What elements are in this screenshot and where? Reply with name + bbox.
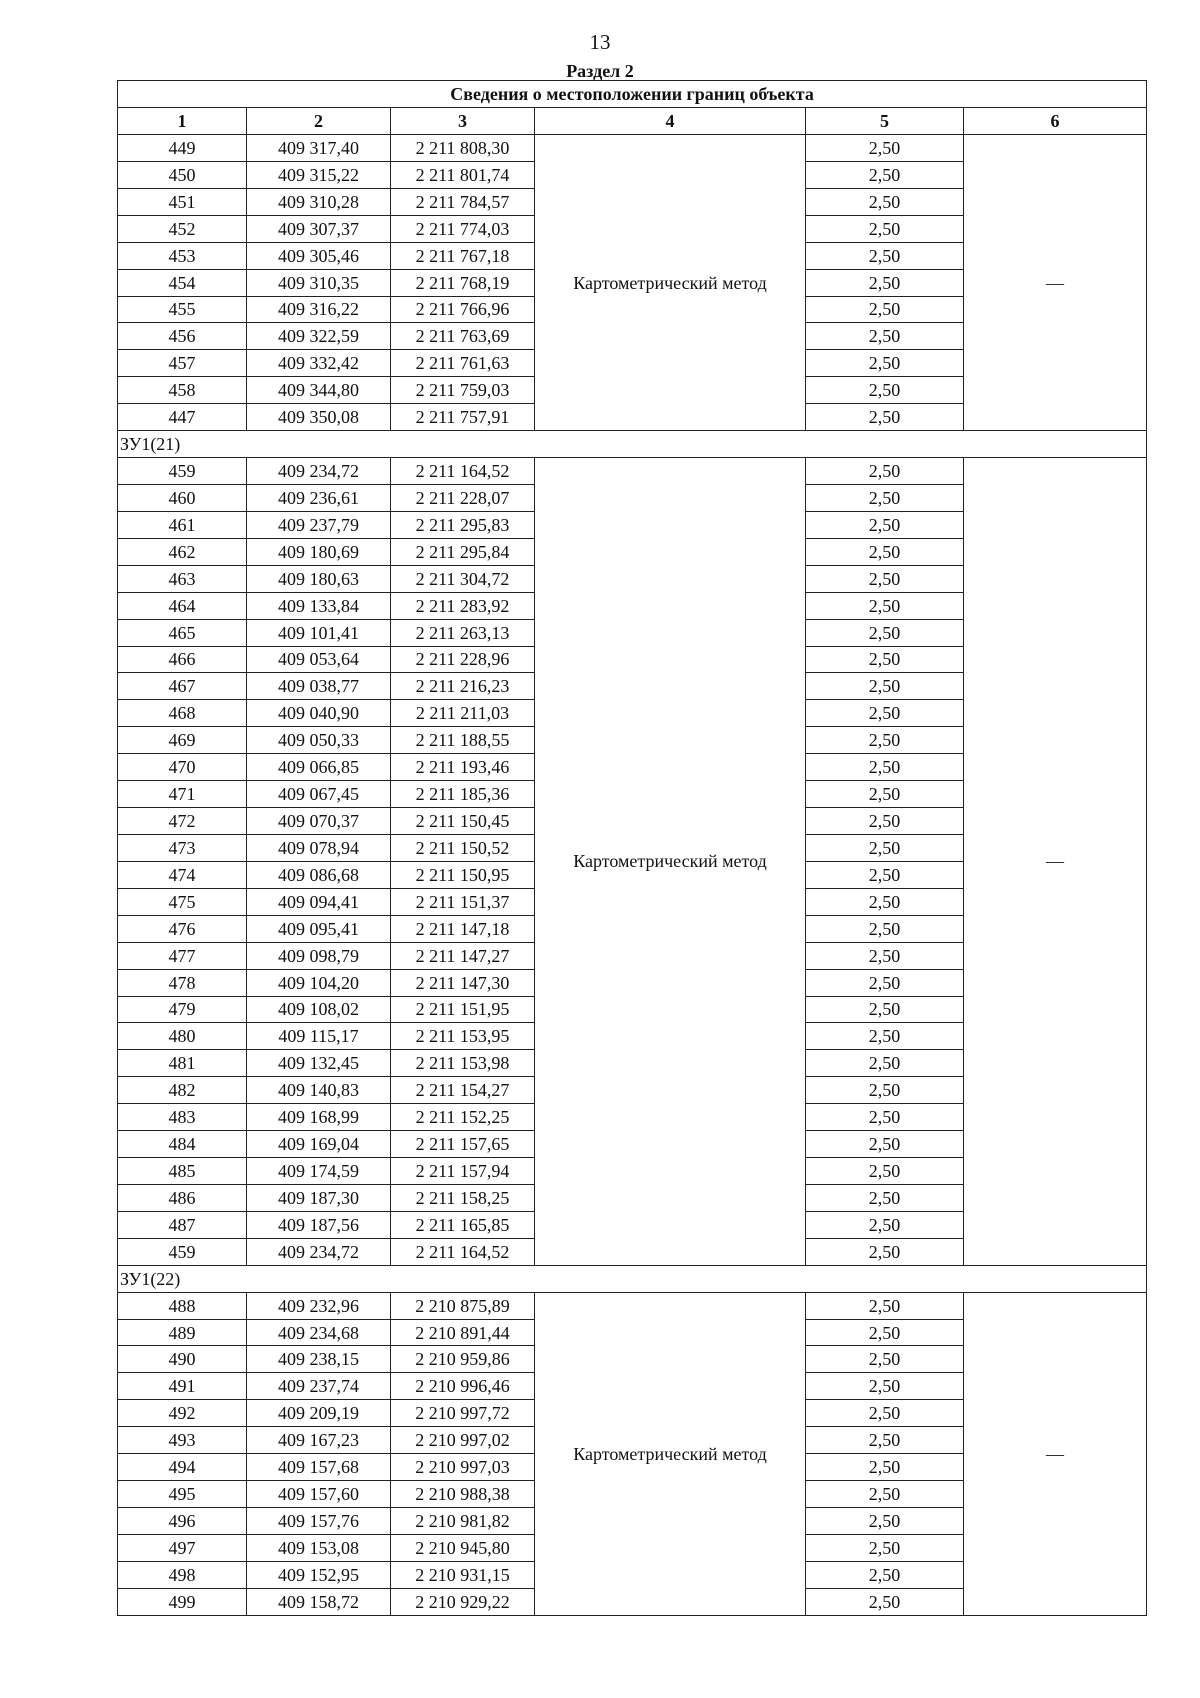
point-number: 455: [118, 296, 247, 323]
coord-x: 409 316,22: [247, 296, 391, 323]
coord-x: 409 157,76: [247, 1508, 391, 1535]
coord-x: 409 157,68: [247, 1454, 391, 1481]
coord-y: 2 211 150,45: [391, 808, 535, 835]
coord-y: 2 211 154,27: [391, 1077, 535, 1104]
precision-value: 2,50: [806, 323, 964, 350]
coord-y: 2 211 295,83: [391, 511, 535, 538]
coord-x: 409 070,37: [247, 808, 391, 835]
coord-x: 409 133,84: [247, 592, 391, 619]
precision-value: 2,50: [806, 915, 964, 942]
point-number: 485: [118, 1158, 247, 1185]
coord-y: 2 211 150,52: [391, 834, 535, 861]
point-number: 482: [118, 1077, 247, 1104]
precision-value: 2,50: [806, 1561, 964, 1588]
point-number: 496: [118, 1508, 247, 1535]
coord-x: 409 234,68: [247, 1319, 391, 1346]
point-number: 492: [118, 1400, 247, 1427]
column-6-cell: —: [964, 458, 1147, 1266]
precision-value: 2,50: [806, 215, 964, 242]
method-cell: Картометрический метод: [535, 1292, 806, 1615]
point-number: 450: [118, 161, 247, 188]
coord-y: 2 211 263,13: [391, 619, 535, 646]
coord-x: 409 234,72: [247, 1238, 391, 1265]
coord-y: 2 211 151,37: [391, 888, 535, 915]
precision-value: 2,50: [806, 781, 964, 808]
coord-y: 2 210 981,82: [391, 1508, 535, 1535]
coord-x: 409 310,28: [247, 188, 391, 215]
point-number: 453: [118, 242, 247, 269]
coord-y: 2 210 996,46: [391, 1373, 535, 1400]
coord-y: 2 211 801,74: [391, 161, 535, 188]
point-number: 468: [118, 700, 247, 727]
coord-x: 409 104,20: [247, 969, 391, 996]
point-number: 471: [118, 781, 247, 808]
coord-x: 409 094,41: [247, 888, 391, 915]
coord-x: 409 350,08: [247, 404, 391, 431]
precision-value: 2,50: [806, 996, 964, 1023]
coord-x: 409 153,08: [247, 1534, 391, 1561]
coord-y: 2 211 766,96: [391, 296, 535, 323]
precision-value: 2,50: [806, 242, 964, 269]
point-number: 469: [118, 727, 247, 754]
point-number: 495: [118, 1481, 247, 1508]
point-number: 499: [118, 1588, 247, 1615]
coord-y: 2 211 157,65: [391, 1131, 535, 1158]
precision-value: 2,50: [806, 1588, 964, 1615]
coord-x: 409 098,79: [247, 942, 391, 969]
coord-y: 2 211 150,95: [391, 861, 535, 888]
point-number: 470: [118, 754, 247, 781]
point-number: 449: [118, 135, 247, 162]
point-number: 497: [118, 1534, 247, 1561]
point-number: 490: [118, 1346, 247, 1373]
coord-y: 2 211 808,30: [391, 135, 535, 162]
precision-value: 2,50: [806, 754, 964, 781]
coord-x: 409 152,95: [247, 1561, 391, 1588]
coord-y: 2 210 891,44: [391, 1319, 535, 1346]
coord-y: 2 211 767,18: [391, 242, 535, 269]
coord-x: 409 095,41: [247, 915, 391, 942]
precision-value: 2,50: [806, 296, 964, 323]
coord-x: 409 234,72: [247, 458, 391, 485]
column-header: 3: [391, 108, 535, 135]
coord-y: 2 211 158,25: [391, 1184, 535, 1211]
precision-value: 2,50: [806, 1158, 964, 1185]
precision-value: 2,50: [806, 484, 964, 511]
group-label: ЗУ1(22): [118, 1265, 1147, 1292]
precision-value: 2,50: [806, 1292, 964, 1319]
point-number: 494: [118, 1454, 247, 1481]
point-number: 476: [118, 915, 247, 942]
coord-x: 409 167,23: [247, 1427, 391, 1454]
precision-value: 2,50: [806, 1050, 964, 1077]
coord-x: 409 168,99: [247, 1104, 391, 1131]
point-number: 483: [118, 1104, 247, 1131]
point-number: 460: [118, 484, 247, 511]
coord-y: 2 211 757,91: [391, 404, 535, 431]
point-number: 474: [118, 861, 247, 888]
point-number: 465: [118, 619, 247, 646]
coord-y: 2 211 784,57: [391, 188, 535, 215]
coord-x: 409 236,61: [247, 484, 391, 511]
coord-x: 409 317,40: [247, 135, 391, 162]
coord-x: 409 237,79: [247, 511, 391, 538]
precision-value: 2,50: [806, 808, 964, 835]
precision-value: 2,50: [806, 700, 964, 727]
precision-value: 2,50: [806, 619, 964, 646]
coord-x: 409 066,85: [247, 754, 391, 781]
point-number: 475: [118, 888, 247, 915]
coord-y: 2 211 283,92: [391, 592, 535, 619]
precision-value: 2,50: [806, 1211, 964, 1238]
point-number: 462: [118, 538, 247, 565]
coord-y: 2 211 147,18: [391, 915, 535, 942]
coord-x: 409 140,83: [247, 1077, 391, 1104]
coord-x: 409 209,19: [247, 1400, 391, 1427]
coord-y: 2 210 997,72: [391, 1400, 535, 1427]
precision-value: 2,50: [806, 888, 964, 915]
group-label: ЗУ1(21): [118, 431, 1147, 458]
boundary-coordinates-table: [117, 80, 1147, 1616]
point-number: 488: [118, 1292, 247, 1319]
coord-x: 409 086,68: [247, 861, 391, 888]
coord-y: 2 211 228,07: [391, 484, 535, 511]
point-number: 493: [118, 1427, 247, 1454]
precision-value: 2,50: [806, 1373, 964, 1400]
coord-x: 409 158,72: [247, 1588, 391, 1615]
precision-value: 2,50: [806, 1346, 964, 1373]
point-number: 478: [118, 969, 247, 996]
point-number: 447: [118, 404, 247, 431]
point-number: 477: [118, 942, 247, 969]
coord-x: 409 238,15: [247, 1346, 391, 1373]
point-number: 467: [118, 673, 247, 700]
precision-value: 2,50: [806, 1454, 964, 1481]
coord-y: 2 211 147,27: [391, 942, 535, 969]
table-row: [118, 458, 1147, 485]
coord-x: 409 108,02: [247, 996, 391, 1023]
precision-value: 2,50: [806, 834, 964, 861]
precision-value: 2,50: [806, 565, 964, 592]
coord-y: 2 211 165,85: [391, 1211, 535, 1238]
point-number: 487: [118, 1211, 247, 1238]
coord-y: 2 211 153,98: [391, 1050, 535, 1077]
coord-x: 409 187,30: [247, 1184, 391, 1211]
precision-value: 2,50: [806, 1077, 964, 1104]
coord-y: 2 211 759,03: [391, 377, 535, 404]
coord-x: 409 101,41: [247, 619, 391, 646]
point-number: 463: [118, 565, 247, 592]
point-number: 466: [118, 646, 247, 673]
page-number: 13: [589, 30, 611, 54]
method-cell: Картометрический метод: [535, 135, 806, 431]
point-number: 458: [118, 377, 247, 404]
section-title: Раздел 2: [566, 61, 634, 81]
table-caption-row: [118, 81, 1147, 108]
coord-x: 409 237,74: [247, 1373, 391, 1400]
precision-value: 2,50: [806, 538, 964, 565]
precision-value: 2,50: [806, 188, 964, 215]
precision-value: 2,50: [806, 1104, 964, 1131]
coord-x: 409 078,94: [247, 834, 391, 861]
precision-value: 2,50: [806, 269, 964, 296]
column-6-cell: —: [964, 1292, 1147, 1615]
precision-value: 2,50: [806, 592, 964, 619]
coord-x: 409 180,69: [247, 538, 391, 565]
precision-value: 2,50: [806, 1023, 964, 1050]
coord-y: 2 211 761,63: [391, 350, 535, 377]
group-label-row: [118, 1265, 1147, 1292]
coord-x: 409 332,42: [247, 350, 391, 377]
coord-y: 2 211 153,95: [391, 1023, 535, 1050]
coord-y: 2 211 193,46: [391, 754, 535, 781]
point-number: 457: [118, 350, 247, 377]
precision-value: 2,50: [806, 1319, 964, 1346]
coord-x: 409 344,80: [247, 377, 391, 404]
point-number: 456: [118, 323, 247, 350]
method-cell: Картометрический метод: [535, 458, 806, 1266]
coord-x: 409 322,59: [247, 323, 391, 350]
coord-x: 409 169,04: [247, 1131, 391, 1158]
coord-y: 2 211 763,69: [391, 323, 535, 350]
column-header: 2: [247, 108, 391, 135]
point-number: 498: [118, 1561, 247, 1588]
precision-value: 2,50: [806, 404, 964, 431]
group-label-row: [118, 431, 1147, 458]
coord-x: 409 067,45: [247, 781, 391, 808]
coord-x: 409 315,22: [247, 161, 391, 188]
coord-y: 2 211 216,23: [391, 673, 535, 700]
point-number: 472: [118, 808, 247, 835]
precision-value: 2,50: [806, 969, 964, 996]
point-number: 459: [118, 1238, 247, 1265]
table-caption: Сведения о местоположении границ объекта: [118, 81, 1147, 108]
coord-y: 2 211 151,95: [391, 996, 535, 1023]
coord-y: 2 211 164,52: [391, 1238, 535, 1265]
coord-y: 2 210 959,86: [391, 1346, 535, 1373]
coord-y: 2 211 157,94: [391, 1158, 535, 1185]
coord-y: 2 211 228,96: [391, 646, 535, 673]
precision-value: 2,50: [806, 511, 964, 538]
precision-value: 2,50: [806, 135, 964, 162]
precision-value: 2,50: [806, 161, 964, 188]
coord-y: 2 210 988,38: [391, 1481, 535, 1508]
precision-value: 2,50: [806, 861, 964, 888]
coord-y: 2 210 945,80: [391, 1534, 535, 1561]
coord-x: 409 040,90: [247, 700, 391, 727]
column-header: 5: [806, 108, 964, 135]
column-6-cell: —: [964, 135, 1147, 431]
coord-y: 2 211 164,52: [391, 458, 535, 485]
table-row: [118, 1292, 1147, 1319]
coord-y: 2 210 875,89: [391, 1292, 535, 1319]
coord-y: 2 210 997,02: [391, 1427, 535, 1454]
coord-y: 2 211 295,84: [391, 538, 535, 565]
point-number: 461: [118, 511, 247, 538]
coord-y: 2 210 931,15: [391, 1561, 535, 1588]
point-number: 489: [118, 1319, 247, 1346]
precision-value: 2,50: [806, 673, 964, 700]
precision-value: 2,50: [806, 350, 964, 377]
precision-value: 2,50: [806, 1238, 964, 1265]
coord-x: 409 187,56: [247, 1211, 391, 1238]
point-number: 473: [118, 834, 247, 861]
precision-value: 2,50: [806, 1184, 964, 1211]
coord-y: 2 211 211,03: [391, 700, 535, 727]
precision-value: 2,50: [806, 1131, 964, 1158]
precision-value: 2,50: [806, 458, 964, 485]
precision-value: 2,50: [806, 1508, 964, 1535]
coord-x: 409 305,46: [247, 242, 391, 269]
coord-x: 409 038,77: [247, 673, 391, 700]
coord-y: 2 211 774,03: [391, 215, 535, 242]
precision-value: 2,50: [806, 646, 964, 673]
point-number: 459: [118, 458, 247, 485]
precision-value: 2,50: [806, 727, 964, 754]
coord-x: 409 132,45: [247, 1050, 391, 1077]
precision-value: 2,50: [806, 1427, 964, 1454]
coord-x: 409 115,17: [247, 1023, 391, 1050]
column-header: 6: [964, 108, 1147, 135]
point-number: 454: [118, 269, 247, 296]
coord-y: 2 210 929,22: [391, 1588, 535, 1615]
point-number: 481: [118, 1050, 247, 1077]
coord-y: 2 211 147,30: [391, 969, 535, 996]
coord-x: 409 307,37: [247, 215, 391, 242]
coord-y: 2 211 304,72: [391, 565, 535, 592]
coord-x: 409 310,35: [247, 269, 391, 296]
precision-value: 2,50: [806, 377, 964, 404]
point-number: 486: [118, 1184, 247, 1211]
precision-value: 2,50: [806, 1481, 964, 1508]
coord-y: 2 211 188,55: [391, 727, 535, 754]
coord-x: 409 174,59: [247, 1158, 391, 1185]
point-number: 484: [118, 1131, 247, 1158]
coord-x: 409 232,96: [247, 1292, 391, 1319]
point-number: 491: [118, 1373, 247, 1400]
coord-y: 2 210 997,03: [391, 1454, 535, 1481]
coord-y: 2 211 185,36: [391, 781, 535, 808]
coord-x: 409 157,60: [247, 1481, 391, 1508]
coord-x: 409 053,64: [247, 646, 391, 673]
point-number: 452: [118, 215, 247, 242]
point-number: 451: [118, 188, 247, 215]
column-header: 1: [118, 108, 247, 135]
coord-y: 2 211 152,25: [391, 1104, 535, 1131]
precision-value: 2,50: [806, 1534, 964, 1561]
column-header: 4: [535, 108, 806, 135]
precision-value: 2,50: [806, 942, 964, 969]
coord-x: 409 050,33: [247, 727, 391, 754]
precision-value: 2,50: [806, 1400, 964, 1427]
table-row: [118, 135, 1147, 162]
point-number: 479: [118, 996, 247, 1023]
point-number: 464: [118, 592, 247, 619]
point-number: 480: [118, 1023, 247, 1050]
coord-y: 2 211 768,19: [391, 269, 535, 296]
column-header-row: [118, 108, 1147, 135]
coord-x: 409 180,63: [247, 565, 391, 592]
